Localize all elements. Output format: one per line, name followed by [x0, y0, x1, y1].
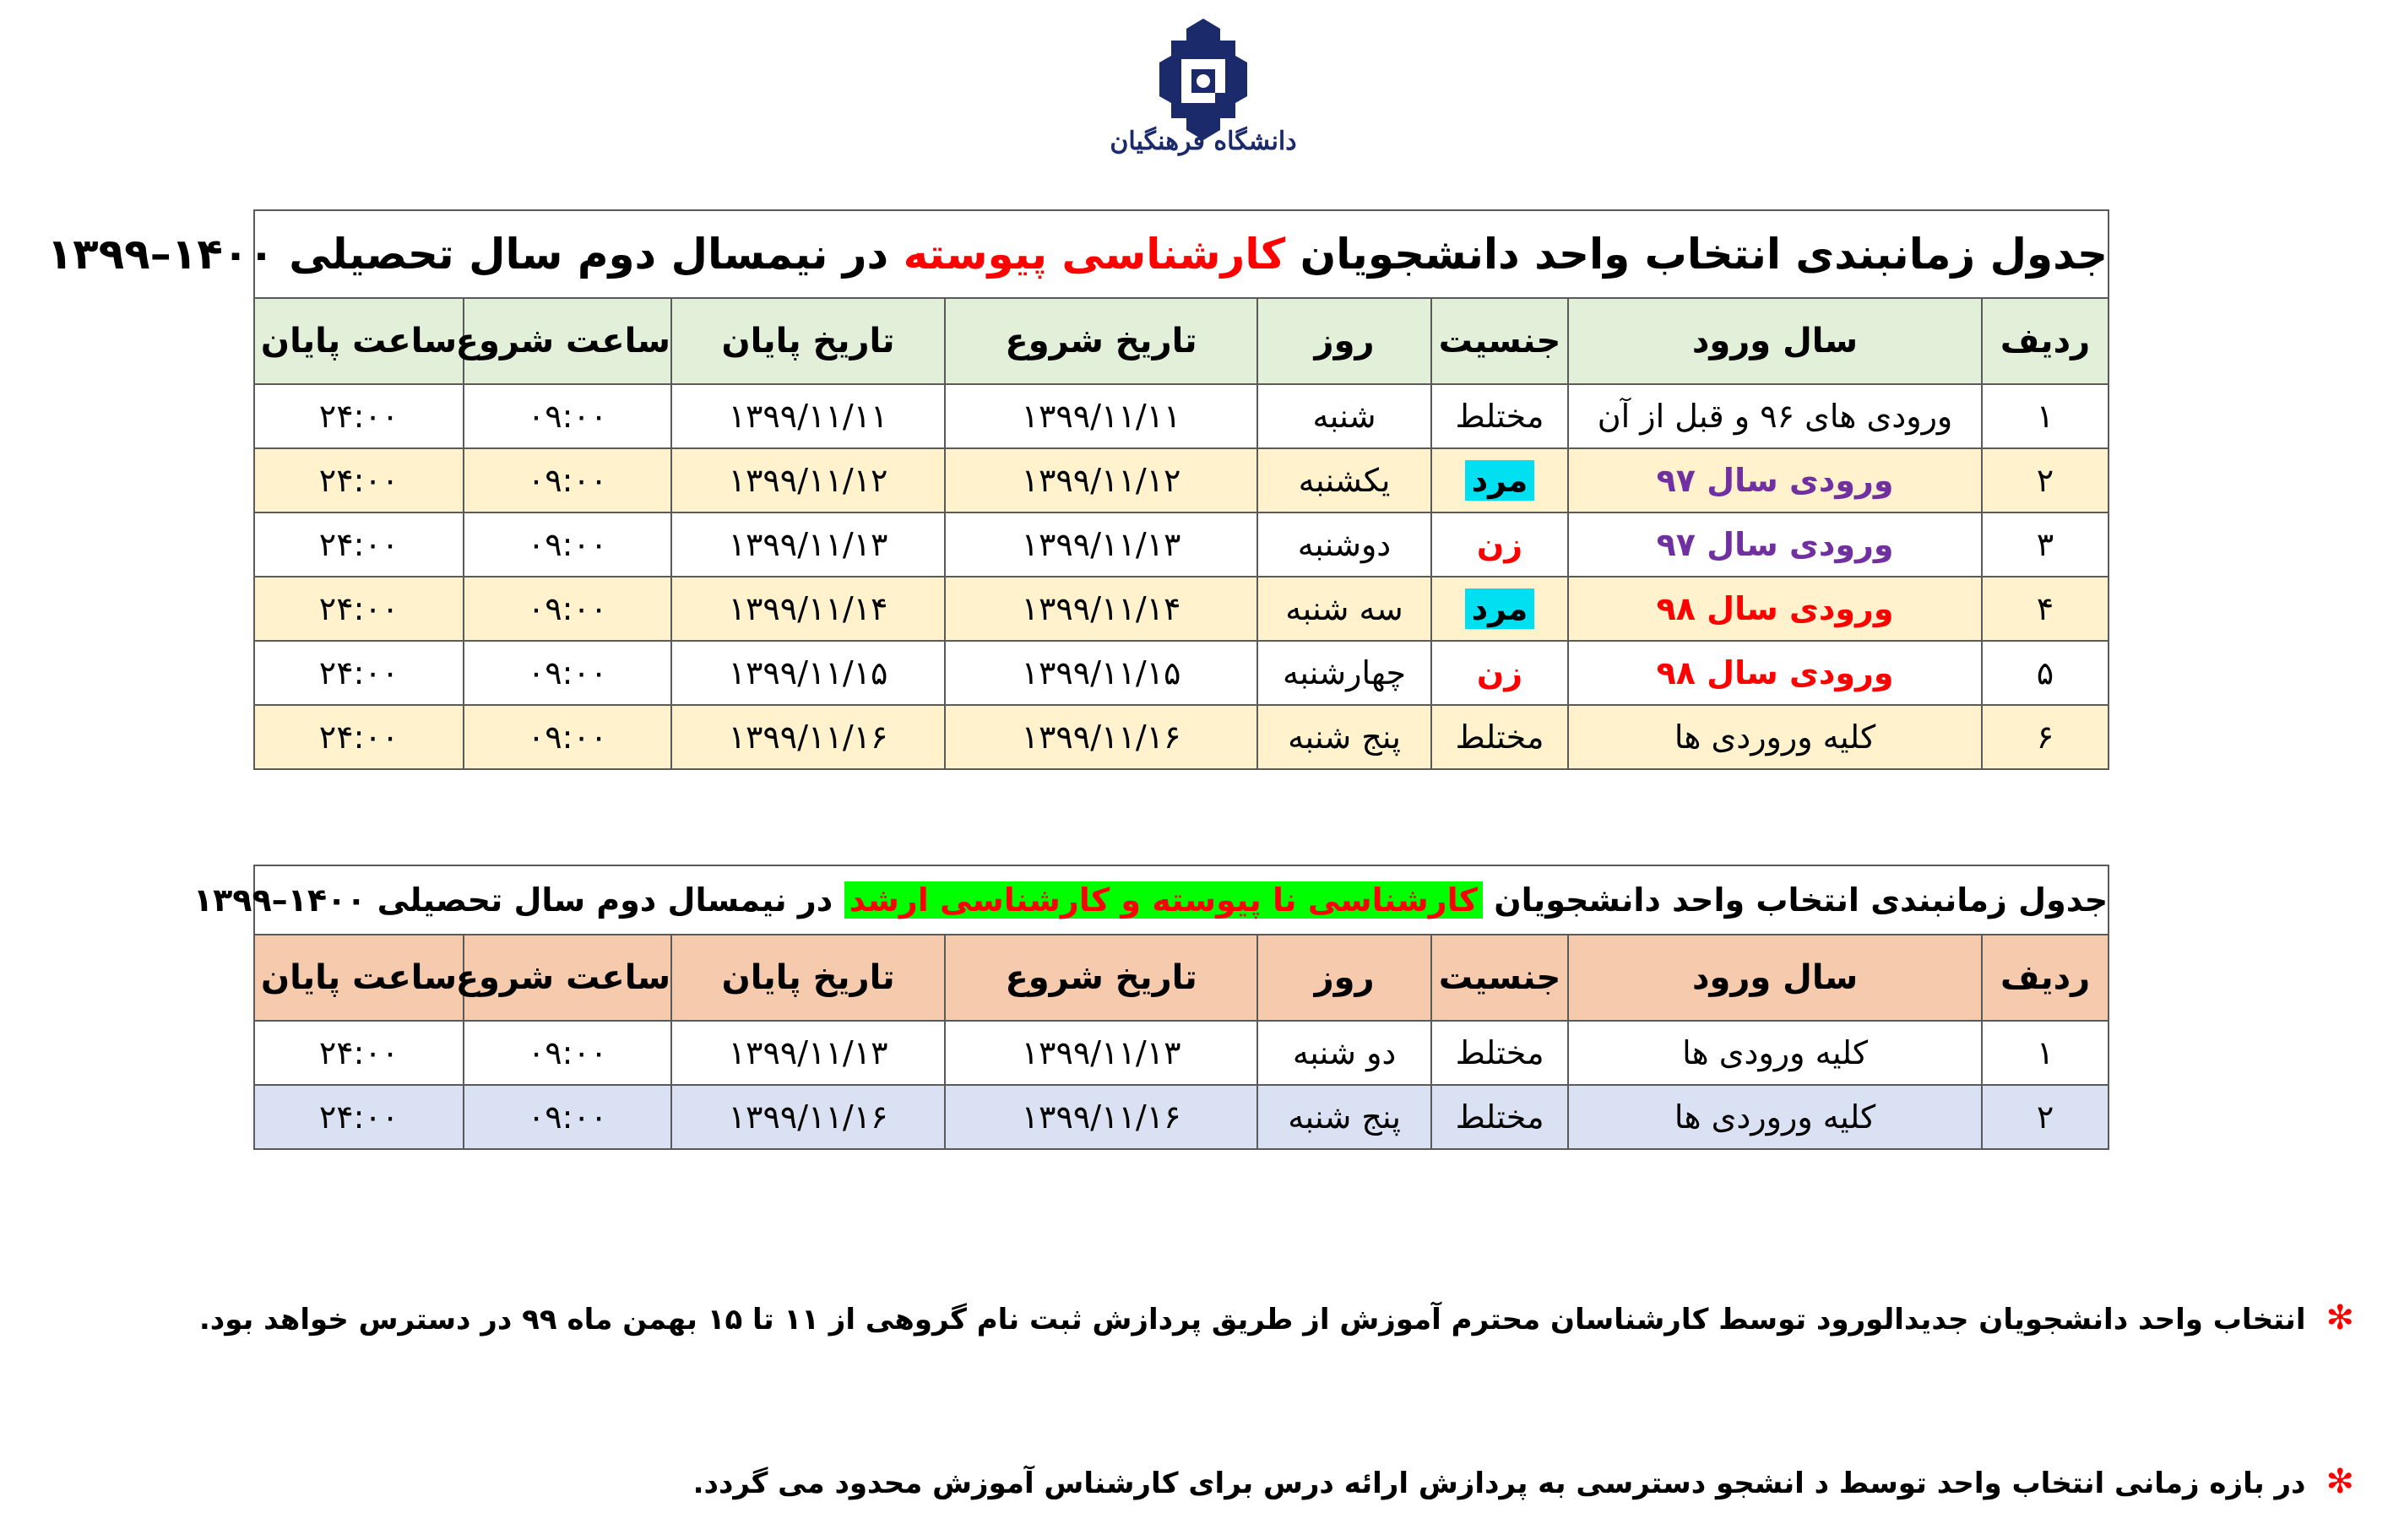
program-highlight: کارشناسی پیوسته [903, 230, 1286, 279]
header-row [254, 298, 2108, 384]
header-end-date: تاریخ پایان [671, 935, 945, 1021]
header-end-time: ساعت پایان [254, 935, 464, 1021]
asterisk-icon: ✻ [2326, 1462, 2354, 1501]
header-row-number: ردیف [1982, 298, 2108, 384]
program-highlight: کارشناسی نا پیوسته و کارشناسی ارشد [844, 881, 1483, 919]
header-row [254, 935, 2108, 1021]
gender-badge: زن [1431, 512, 1568, 577]
gender-badge: مرد [1465, 588, 1535, 629]
header-start-date: تاریخ شروع [945, 298, 1257, 384]
table-title: جدول زمانبندی انتخاب واحد دانشجویان کارشناسی نا پیوسته و کارشناسی ارشد در نیمسال دوم سال تحصیلی ۱۴۰۰–۱۳۹۹ [254, 865, 2108, 935]
header-end-date: تاریخ پایان [671, 298, 945, 384]
gender-badge: زن [1431, 641, 1568, 705]
table-row: ۱ کلیه ورودی ها مختلط دو شنبه ۱۳۹۹/۱۱/۱۳ ۱۳۹۹/۱۱/۱۳ ۰۹:۰۰ ۲۴:۰۰ [254, 1021, 2108, 1085]
header-start-date: تاریخ شروع [945, 935, 1257, 1021]
table-title: جدول زمانبندی انتخاب واحد دانشجویان کارشناسی پیوسته در نیمسال دوم سال تحصیلی ۱۴۰۰–۱۳۹۹ [254, 210, 2108, 298]
header-day: روز [1257, 935, 1431, 1021]
table-row: ۵ ورودی سال ۹۸ زن چهارشنبه ۱۳۹۹/۱۱/۱۵ ۱۳۹۹/۱۱/۱۵ ۰۹:۰۰ ۲۴:۰۰ [254, 641, 2108, 705]
table-row: ۴ ورودی سال ۹۸ مرد سه شنبه ۱۳۹۹/۱۱/۱۴ ۱۳۹۹/۱۱/۱۴ ۰۹:۰۰ ۲۴:۰۰ [254, 577, 2108, 641]
table-row: ۶ کلیه ورورد‌ی ها مختلط پنج شنبه ۱۳۹۹/۱۱/۱۶ ۱۳۹۹/۱۱/۱۶ ۰۹:۰۰ ۲۴:۰۰ [254, 705, 2108, 769]
header-end-time: ساعت پایان [254, 298, 464, 384]
table-row: ۲ کلیه ورورد‌ی ها مختلط پنج شنبه ۱۳۹۹/۱۱/۱۶ ۱۳۹۹/۱۱/۱۶ ۰۹:۰۰ ۲۴:۰۰ [254, 1085, 2108, 1149]
header-entry-year: سال ورود [1568, 298, 1982, 384]
logo-caption: دانشگاه فرهنگیان [1110, 127, 1297, 156]
header-day: روز [1257, 298, 1431, 384]
table-row: ۲ ورودی سال ۹۷ مرد یکشنبه ۱۳۹۹/۱۱/۱۲ ۱۳۹۹/۱۱/۱۲ ۰۹:۰۰ ۲۴:۰۰ [254, 448, 2108, 512]
header-start-time: ساعت شروع [464, 298, 671, 384]
header-gender: جنسیت [1431, 935, 1568, 1021]
table-row: ۱ ورودی های ۹۶ و قبل از آن مختلط شنبه ۱۳۹۹/۱۱/۱۱ ۱۳۹۹/۱۱/۱۱ ۰۹:۰۰ ۲۴:۰۰ [254, 384, 2108, 448]
note-item: ✻در بازه زمانی انتخاب واحد توسط د انشجو دسترسی به پردازش ارائه درس برای کارشناس آموزش محدود می گردد. [692, 1462, 2354, 1501]
header-row-number: ردیف [1982, 935, 2108, 1021]
gender-badge: مرد [1465, 460, 1535, 501]
schedule-table-noncontinuous [193, 865, 2109, 1150]
header-entry-year: سال ورود [1568, 935, 1982, 1021]
header-start-time: ساعت شروع [464, 935, 671, 1021]
schedule-table-continuous [46, 209, 2109, 770]
header-gender: جنسیت [1431, 298, 1568, 384]
asterisk-icon: ✻ [2326, 1299, 2354, 1337]
table-row: ۳ ورودی سال ۹۷ زن دوشنبه ۱۳۹۹/۱۱/۱۳ ۱۳۹۹/۱۱/۱۳ ۰۹:۰۰ ۲۴:۰۰ [254, 512, 2108, 577]
note-item: ✻انتخاب واحد دانشجویان جدیدالورود توسط کارشناسان محترم آموزش از طریق پردازش ثبت نام گروهی از ۱۱ تا ۱۵ بهمن ماه ۹۹ در دسترس خواهد بود. [198, 1299, 2354, 1337]
